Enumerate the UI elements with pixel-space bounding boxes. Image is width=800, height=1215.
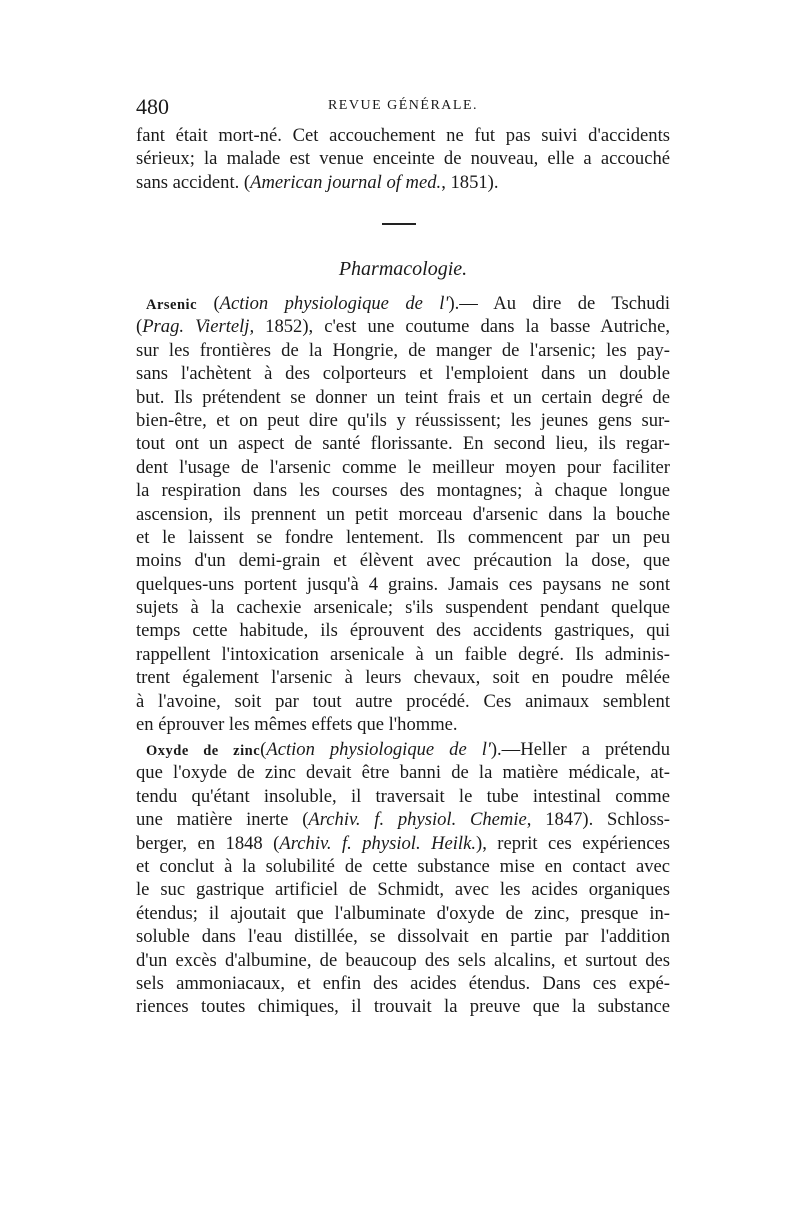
text-line: quelques-uns portent jusqu'à 4 grains. Jamais ces paysans ne sont bbox=[136, 573, 670, 595]
text-line: (Prag. Viertelj, 1852), c'est une coutume dans la basse Autriche, bbox=[136, 316, 670, 338]
text-line: dent l'usage de l'arsenic comme le meilleur moyen pour faciliter bbox=[136, 456, 670, 478]
text-line: ascension, ils prennent un petit morceau d'arsenic dans la bouche bbox=[136, 503, 670, 525]
text-line: trent également l'arsenic à leurs chevaux, soit en poudre mêlée bbox=[136, 667, 670, 689]
text-line: le suc gastrique artificiel de Schmidt, avec les acides organiques bbox=[136, 879, 670, 901]
text-line: tendu qu'étant insoluble, il traversait le tube intestinal comme bbox=[136, 785, 670, 807]
text-line: berger, en 1848 (Archiv. f. physiol. Heilk.), reprit ces expériences bbox=[136, 832, 670, 854]
continued-paragraph bbox=[136, 124, 670, 194]
text-line: que l'oxyde de zinc devait être banni de la matière médicale, at- bbox=[136, 762, 670, 784]
section-divider bbox=[382, 223, 416, 225]
text-line: fant était mort-né. Cet accouchement ne fut pas suivi d'accidents bbox=[136, 125, 670, 146]
text-line: sérieux; la malade est venue enceinte de nouveau, elle a accouché bbox=[136, 148, 670, 170]
text-line: moins d'un demi-grain et élèvent avec précaution la dose, que bbox=[136, 550, 670, 572]
section-heading: Pharmacologie. bbox=[338, 258, 468, 280]
text-line: à l'avoine, soit par tout autre procédé. Ces animaux semblent bbox=[136, 690, 670, 712]
text-line: sans l'achètent à des colporteurs et l'emploient dans un double bbox=[136, 363, 670, 385]
text-line: riences toutes chimiques, il trouvait la preuve que la substance bbox=[136, 996, 670, 1018]
text-line: sujets à la cachexie arsenicale; s'ils suspendent pendant quelque bbox=[136, 597, 670, 619]
text-line: soluble dans l'eau distillée, se dissolvait en partie par l'addition bbox=[136, 926, 670, 948]
text-line: sans accident. (American journal of med., 1851). bbox=[136, 171, 499, 193]
text-line: et conclut à la solubilité de cette substance mise en contact avec bbox=[136, 855, 670, 877]
text-line: la respiration dans les courses des montagnes; à chaque longue bbox=[136, 480, 670, 502]
page-header bbox=[136, 94, 670, 120]
text-line: et le laissent se fondre lentement. Ils commencent par un peu bbox=[136, 526, 670, 548]
text-line: une matière inerte (Archiv. f. physiol. Chemie, 1847). Schloss- bbox=[136, 809, 670, 831]
arsenic-paragraph bbox=[136, 292, 670, 736]
text-line: sels ammoniacaux, et enfin des acides étendus. Dans ces expé- bbox=[136, 972, 670, 994]
text-line: temps cette habitude, ils éprouvent des accidents gastriques, qui bbox=[136, 620, 670, 642]
text-line: étendus; il ajoutait que l'albuminate d'oxyde de zinc, presque in- bbox=[136, 902, 670, 924]
text-line: Oxyde de zinc(Action physiologique de l').—Heller a prétendu bbox=[146, 739, 670, 760]
text-line: d'un excès d'albumine, de beaucoup des sels alcalins, et surtout des bbox=[136, 949, 670, 971]
entry-lead: Oxyde de zinc bbox=[146, 743, 261, 759]
text-line: but. Ils prétendent se donner un teint frais et un certain degré de bbox=[136, 386, 670, 408]
text-line: en éprouver les mêmes effets que l'homme. bbox=[136, 714, 458, 736]
text-line: bien-être, et on peut dire qu'ils y réussissent; les jeunes gens sur- bbox=[136, 409, 670, 431]
text-line: sur les frontières de la Hongrie, de manger de l'arsenic; les pay- bbox=[136, 339, 670, 361]
text-line: Arsenic (Action physiologique de l').— Au dire de Tschudi bbox=[146, 293, 670, 314]
zinc-paragraph bbox=[136, 738, 670, 1019]
page-number: 480 bbox=[136, 94, 169, 119]
text-line: rappellent l'intoxication arsenicale à un faible degré. Ils adminis- bbox=[136, 643, 670, 665]
running-head: REVUE GÉNÉRALE. bbox=[327, 98, 479, 113]
text-line: tout ont un aspect de santé florissante. En second lieu, ils regar- bbox=[136, 433, 670, 455]
entry-lead: Arsenic bbox=[146, 297, 198, 313]
citation: American journal of med. bbox=[250, 171, 442, 193]
